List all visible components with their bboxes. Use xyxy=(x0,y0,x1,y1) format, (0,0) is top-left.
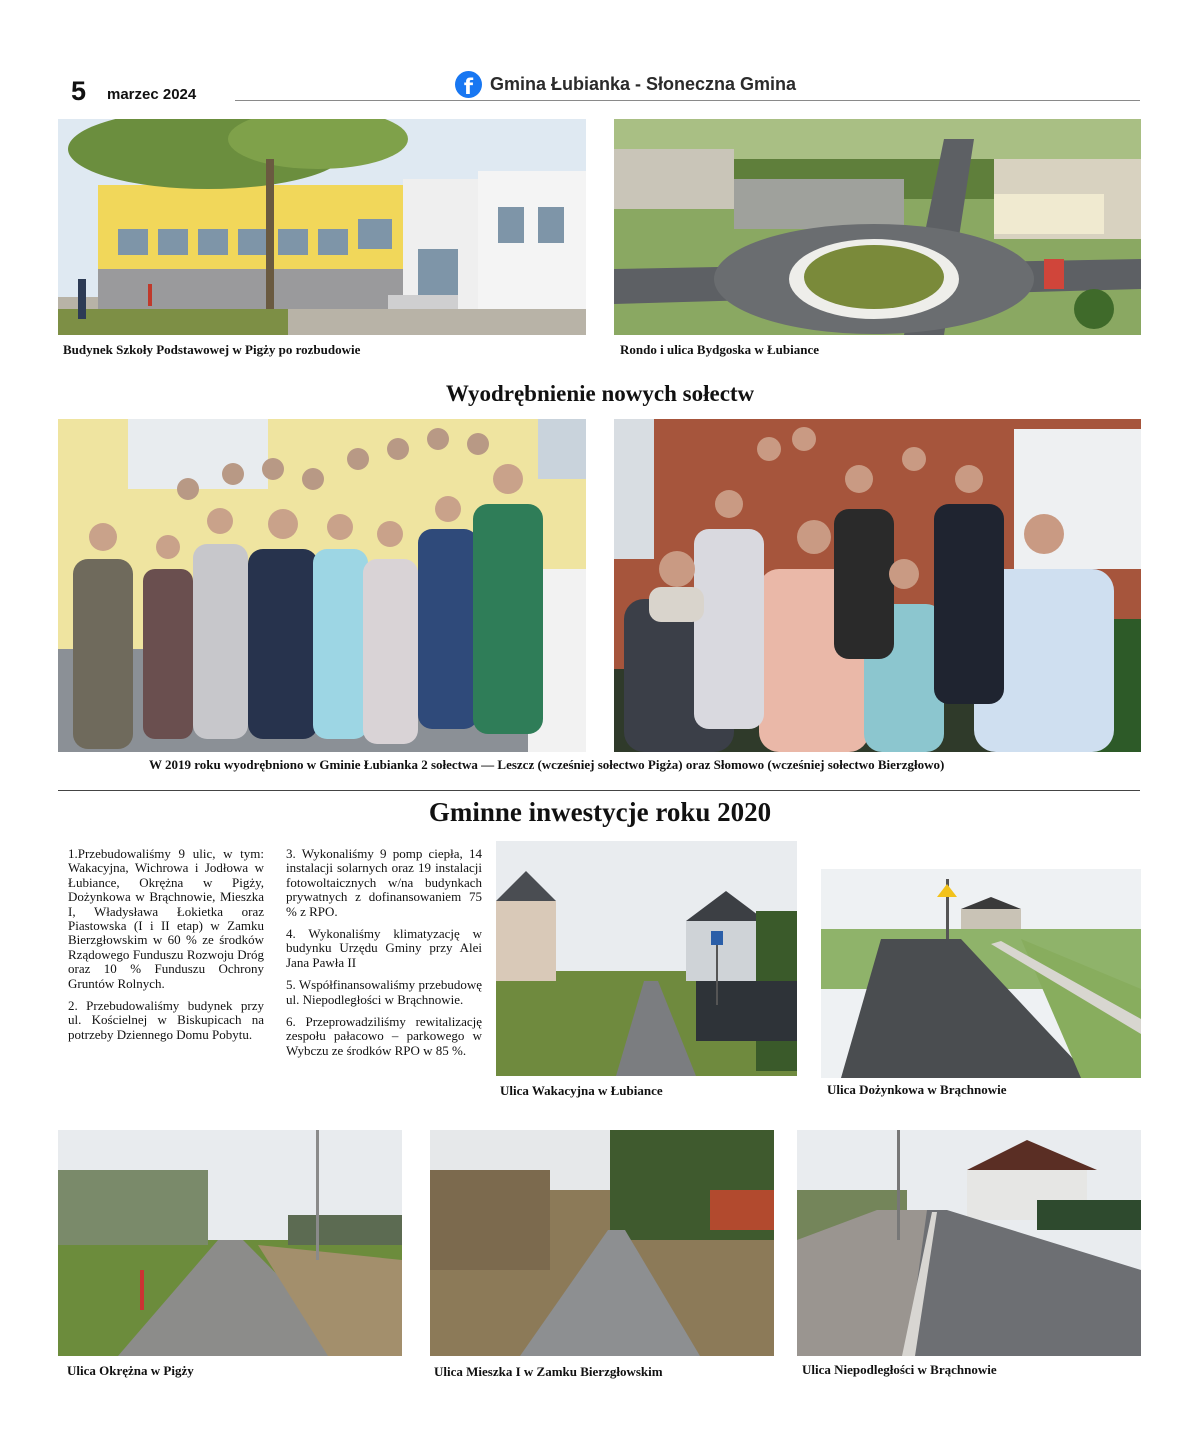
issue-date: marzec 2024 xyxy=(107,86,197,103)
school-building-photo xyxy=(58,119,586,335)
niepodleglosci-street-photo xyxy=(797,1130,1141,1356)
investment-item-5: 5. Współfinansowaliśmy przebudowę ul. Niepodległości w Brąchnowie. xyxy=(286,977,482,1007)
investment-item-4: 4. Wykonaliśmy klimatyzację w budynku Urzędu Gminy przy Alei Jana Pawła II xyxy=(286,926,482,970)
wakacyjna-caption: Ulica Wakacyjna w Łubiance xyxy=(500,1083,663,1098)
group-photo-leszcz xyxy=(58,419,586,752)
header-rule xyxy=(235,100,1140,101)
investments-column-1 xyxy=(68,847,264,1050)
investments-column-2 xyxy=(286,847,482,1066)
facebook-icon: f xyxy=(455,71,482,98)
wakacyjna-street-photo xyxy=(496,841,797,1076)
dozynkowa-street-photo xyxy=(821,869,1141,1078)
brand-banner xyxy=(455,70,802,98)
group-photo-slomowo xyxy=(614,419,1141,752)
okrezna-caption: Ulica Okrężna w Pigży xyxy=(67,1363,194,1378)
mieszka-caption: Ulica Mieszka I w Zamku Bierzgłowskim xyxy=(434,1364,663,1379)
investment-item-3: 3. Wykonaliśmy 9 pomp ciepła, 14 instalacji solarnych oraz 19 instalacji fotowoltaicznych w/na budynkach prywatnych z dofinansowaniem 75 % z RPO. xyxy=(286,846,482,919)
section-title-solectwa: Wyodrębnienie nowych sołectw xyxy=(445,381,755,406)
brand-name: Gmina Łubianka - Słoneczna Gmina xyxy=(490,73,797,94)
section-title-inwestycje: Gminne inwestycje roku 2020 xyxy=(428,797,772,827)
mieszka-street-photo xyxy=(430,1130,774,1356)
school-photo-caption: Budynek Szkoły Podstawowej w Pigży po rozbudowie xyxy=(63,342,361,357)
page-number: 5 xyxy=(71,76,87,106)
investment-item-2: 2. Przebudowaliśmy budynek przy ul. Kościelnej w Biskupicach na potrzeby Dziennego Domu Pobytu. xyxy=(68,998,264,1042)
investment-item-6: 6. Przeprowadziliśmy rewitalizację zespołu pałacowo – parkowego w Wybczu ze środków RPO w 85 %. xyxy=(286,1014,482,1058)
niepodleglosci-caption: Ulica Niepodległości w Brąchnowie xyxy=(802,1362,997,1377)
okrezna-street-photo xyxy=(58,1130,402,1356)
roundabout-photo-caption: Rondo i ulica Bydgoska w Łubiance xyxy=(620,342,820,357)
solectwa-caption: W 2019 roku wyodrębniono w Gminie Łubianka 2 sołectwa — Leszcz (wcześniej sołectwo Pigża) oraz Słomowo (wcześniej sołectwo Bierzgłowo) xyxy=(149,757,945,772)
section-divider xyxy=(58,790,1140,791)
dozynkowa-caption: Ulica Dożynkowa w Brąchnowie xyxy=(827,1082,1007,1097)
investment-item-1: 1.Przebudowaliśmy 9 ulic, w tym: Wakacyjna, Wichrowa i Jodłowa w Łubiance, Okrężna w Pigży, Dożynkowa w Brąchnowie, Mieszka I, Władysława Łokietka oraz Piastowska (I i II etap) w Zamku Bierzgłowskim w 60 % ze środków Rządowego Funduszu Rozwoju Dróg oraz 10 % Funduszu Ochrony Gruntów Rolnych. xyxy=(68,846,264,991)
roundabout-photo xyxy=(614,119,1141,335)
